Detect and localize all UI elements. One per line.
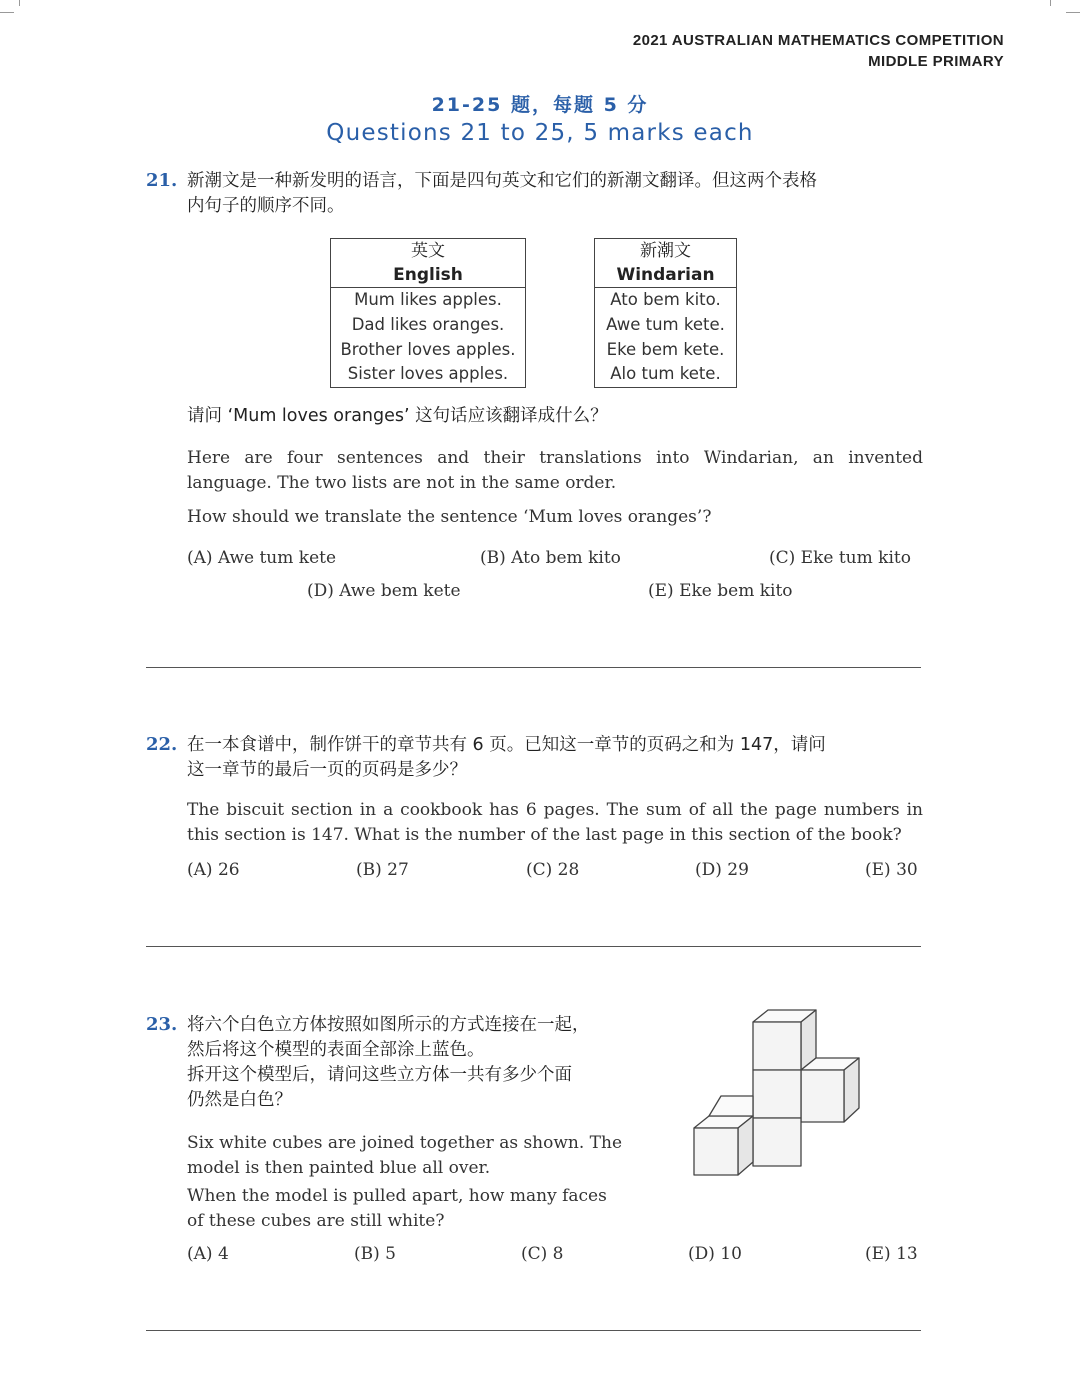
page-header <box>633 30 1004 72</box>
table-row: Brother loves apples. <box>340 339 516 359</box>
table-row: Mum likes apples. <box>354 290 502 309</box>
q23-english-prompt: Six white cubes are joined together as shown. The model is then painted blue all over. <box>187 1133 623 1178</box>
q22-chinese-prompt <box>187 733 923 783</box>
q21-option-c[interactable]: (C) Eke tum kito <box>769 548 911 568</box>
table-header <box>595 239 737 288</box>
crop-mark <box>0 12 14 13</box>
q21-option-a[interactable]: (A) Awe tum kete <box>187 548 337 568</box>
crop-mark <box>1066 12 1080 13</box>
question-number-23: 23. <box>146 1014 178 1035</box>
q22-option-d[interactable]: (D) 29 <box>695 860 749 880</box>
q23-option-d[interactable]: (D) 10 <box>688 1244 742 1264</box>
table-row: Sister loves apples. <box>347 364 509 384</box>
cube-top-face <box>709 1096 753 1116</box>
q21-option-e[interactable]: (E) Eke bem kito <box>648 581 793 601</box>
cube-front-face <box>753 1070 801 1118</box>
table-header-chinese: 英文 <box>411 241 445 261</box>
question-number-22: 22. <box>146 734 178 755</box>
crop-mark <box>1050 0 1051 6</box>
cube-front-face <box>753 1022 801 1070</box>
section-title-chinese: 21-25 题，每题 5 分 <box>431 94 649 116</box>
table-row: Dad likes oranges. <box>351 314 505 334</box>
q23-option-a[interactable]: (A) 4 <box>187 1244 229 1264</box>
table-header-english: Windarian <box>616 265 715 285</box>
q22-option-c[interactable]: (C) 28 <box>526 860 580 880</box>
table-cell <box>595 288 737 388</box>
cube-front-face <box>694 1128 738 1175</box>
question-divider <box>146 1330 921 1331</box>
cube-front-face <box>753 1118 801 1166</box>
q23-chinese-prompt <box>187 1013 657 1113</box>
q21-chinese-question: 请问 ‘Mum loves oranges’ 这句话应该翻译成什么？ <box>187 406 608 426</box>
q21-chinese-line: 内句子的顺序不同。 <box>187 196 345 216</box>
table-header-english: English <box>393 265 463 285</box>
cube-side-face <box>844 1058 859 1122</box>
section-title-english: Questions 21 to 25, 5 marks each <box>326 120 754 146</box>
q23-chinese-line: 将六个白色立方体按照如图所示的方式连接在一起， <box>187 1015 590 1035</box>
q23-chinese-line: 仍然是白色？ <box>187 1090 292 1110</box>
table-row: Ato bem kito. <box>610 290 721 309</box>
windarian-sentences-table <box>594 238 737 388</box>
q23-option-e[interactable]: (E) 13 <box>865 1244 918 1264</box>
q22-option-b[interactable]: (B) 27 <box>356 860 409 880</box>
q22-english-prompt: The biscuit section in a cookbook has 6 pages. The sum of all the page numbers in this section is 147. What is the number of the last page in this section of the book? <box>187 800 923 845</box>
question-divider <box>146 667 921 668</box>
q23-english-question: When the model is pulled apart, how many faces of these cubes are still white? <box>187 1186 607 1231</box>
q21-english-prompt: Here are four sentences and their translations into Windarian, an invented language. The two lists are not in the same order. <box>187 448 923 493</box>
table-header-chinese: 新潮文 <box>640 241 691 261</box>
q23-option-c[interactable]: (C) 8 <box>521 1244 564 1264</box>
q23-option-b[interactable]: (B) 5 <box>354 1244 396 1264</box>
table-cell <box>331 288 526 388</box>
q21-english-question: How should we translate the sentence ‘Mum loves oranges’? <box>187 507 712 527</box>
q21-chinese-line: 新潮文是一种新发明的语言，下面是四句英文和它们的新潮文翻译。但这两个表格 <box>187 171 817 191</box>
q22-chinese-line: 这一章节的最后一页的页码是多少？ <box>187 760 467 780</box>
competition-title: 2021 AUSTRALIAN MATHEMATICS COMPETITION <box>632 32 1004 49</box>
q22-option-a[interactable]: (A) 26 <box>187 860 240 880</box>
question-number-21: 21. <box>146 170 178 191</box>
q23-chinese-line: 然后将这个模型的表面全部涂上蓝色。 <box>187 1040 485 1060</box>
q21-option-d[interactable]: (D) Awe bem kete <box>307 581 461 601</box>
english-sentences-table <box>330 238 526 388</box>
q21-chinese-prompt <box>187 169 923 219</box>
table-row: Eke bem kete. <box>606 339 725 359</box>
question-divider <box>146 946 921 947</box>
cube-front-face <box>801 1070 844 1122</box>
cube-model-figure <box>680 1000 880 1185</box>
table-row: Alo tum kete. <box>610 364 721 384</box>
q21-option-b[interactable]: (B) Ato bem kito <box>480 548 621 568</box>
q22-chinese-line: 在一本食谱中，制作饼干的章节共有 6 页。已知这一章节的页码之和为 147，请问 <box>187 735 826 755</box>
crop-mark <box>19 0 20 6</box>
q23-chinese-line: 拆开这个模型后，请问这些立方体一共有多少个面 <box>187 1065 572 1085</box>
competition-division: MIDDLE PRIMARY <box>868 53 1004 70</box>
table-row: Awe tum kete. <box>606 314 725 334</box>
table-header <box>331 239 526 288</box>
q22-option-e[interactable]: (E) 30 <box>865 860 918 880</box>
